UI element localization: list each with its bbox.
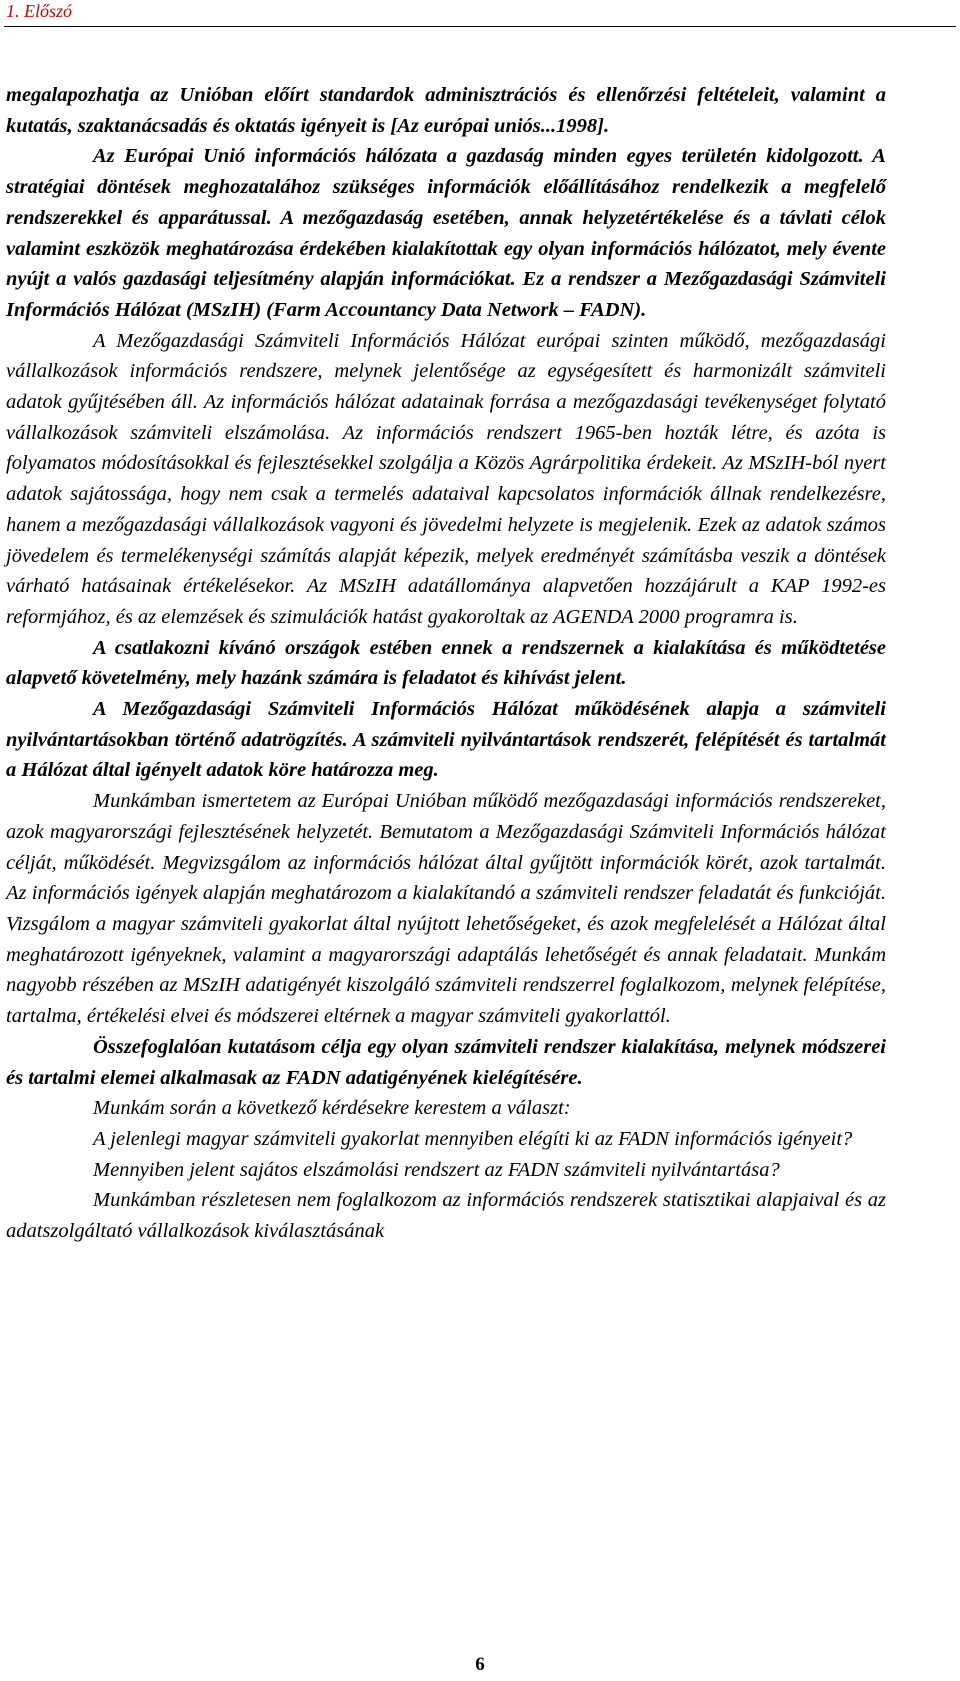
paragraph-5: A Mezőgazdasági Számviteli Információs Hálózat működésének alapja a számviteli nyilvántartásokban történő adatrögzítés. A számviteli nyilvántartások rendszerét, felépítését és tartalmát a Hálózat által igényelt adatok köre határozza meg. [6,698,886,782]
paragraph-7: Összefoglalóan kutatásom célja egy olyan számviteli rendszer kialakítása, melynek módszerei és tartalmi elemei alkalmasak az FADN adatigényének kielégítésére. [6,1035,886,1089]
question-2: Mennyiben jelent sajátos elszámolási rendszert az FADN számviteli nyilvántartása? [93,1158,780,1181]
paragraph-8: Munkám során a következő kérdésekre kerestem a választ: [93,1097,571,1120]
header-title: 1. Előszó [6,1,73,21]
paragraph-4: A csatlakozni kívánó országok estében ennek a rendszernek a kialakítása és működtetése alapvető követelmény, mely hazánk számára is feladatot és kihívást jelent. [6,636,886,690]
paragraph-9: Munkámban részletesen nem foglalkozom az információs rendszerek statisztikai alapjaival és az adatszolgáltató vállalkozások kiválasztásának [6,1189,886,1243]
paragraph-6: Munkámban ismertetem az Európai Unióban működő mezőgazdasági információs rendszereket, azok magyarországi fejlesztésének helyzetét. Bemutatom a Mezőgazdasági Számviteli Információs hálózat célját, működését. Megvizsgálom az információs hálózat által gyűjtött információk körét, azok tartalmát. Az információs igények alapján meghatározom a kialakítandó a számviteli rendszer feladatát és funkcióját. Vizsgálom a magyar számviteli gyakorlat által nyújtott lehetőségeket, és azok megfelelését a Hálózat által meghatározott igényeknek, valamint a magyarországi adaptálás lehetőségét és annak feladatait. Munkám nagyobb részében az MSzIH adatigényét kiszolgáló számviteli rendszerrel foglalkozom, melynek felépítése, tartalma, értékelési elvei és módszerei eltérnek a magyar számviteli gyakorlattól. [6,790,886,1028]
document-body [6,80,886,1247]
running-header [4,0,956,27]
question-1: A jelenlegi magyar számviteli gyakorlat mennyiben elégíti ki az FADN információs igényeit? [93,1127,853,1150]
page-number: 6 [475,1654,485,1675]
paragraph-2: Az Európai Unió információs hálózata a gazdaság minden egyes területén kidolgozott. A stratégiai döntések meghozatalához szükséges információk előállításához rendelkezik a megfelelő rendszerekkel és apparátussal. A mezőgazdaság esetében, annak helyzetértékelése és a távlati célok valamint eszközök meghatározása érdekében kialakítottak egy olyan információs hálózatot, mely évente nyújt a valós gazdasági teljesítmény alapján információkat. Ez a rendszer a Mezőgazdasági Számviteli Információs Hálózat (MSzIH) (Farm Accountancy Data Network – FADN). [6,145,886,321]
paragraph-3: A Mezőgazdasági Számviteli Információs Hálózat európai szinten működő, mezőgazdasági vállalkozások információs rendszere, melynek jelentősége az egységesített és harmonizált számviteli adatok gyűjtésében áll. Az információs hálózat adatainak forrása a mezőgazdasági tevékenységet folytató vállalkozások számviteli elszámolása. Az információs rendszert 1965-ben hozták létre, és azóta is folyamatos módosításokkal és fejlesztésekkel szolgálja a Közös Agrárpolitika érdekeit. Az MSzIH-ból nyert adatok sajátossága, hogy nem csak a termelés adataival kapcsolatos információk állnak rendelkezésre, hanem a mezőgazdasági vállalkozások vagyoni és jövedelmi helyzete is megjelenik. Ezek az adatok számos jövedelem és termelékenységi számítás alapját képezik, melyek eredményét számításba veszik a döntések várható hatásainak értékelésekor. Az MSzIH adatállománya alapvetően hozzájárult a KAP 1992-es reformjához, és az elemzések és szimulációk hatást gyakoroltak az AGENDA 2000 programra is. [6,329,886,628]
paragraph-1: megalapozhatja az Unióban előírt standardok adminisztrációs és ellenőrzési feltételeit, valamint a kutatás, szaktanácsadás és oktatás igényeit is [Az európai uniós...1998]. [6,84,886,137]
